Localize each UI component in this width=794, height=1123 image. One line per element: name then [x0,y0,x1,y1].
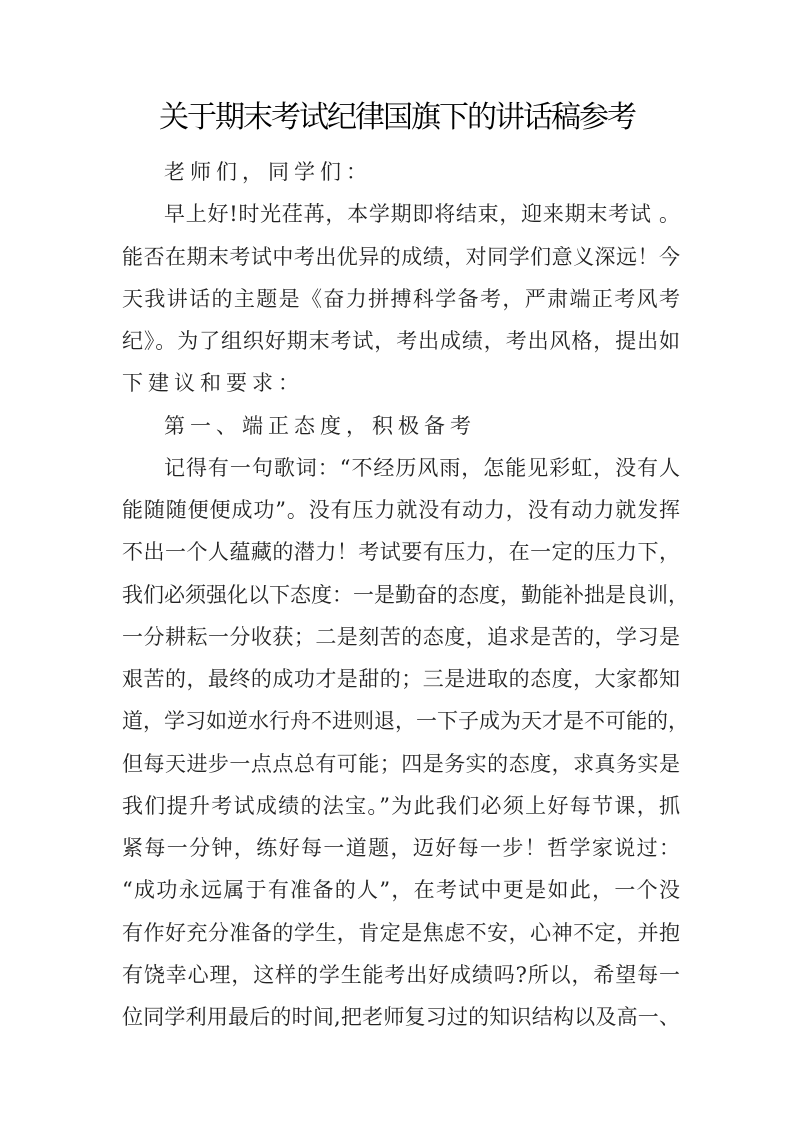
text-line: 道，学习如逆水行舟不进则退，一下子成为天才是不可能的， [122,709,689,734]
text-line: “成功永远属于有准备的人”，在考试中更是如此，一个没 [122,878,680,903]
text-line: 位同学利用最后的时间,把老师复习过的知识结构以及高一、 [122,1005,680,1029]
text-line: 但每天进步一点点总有可能；四是务实的态度，求真务实是 [122,751,680,776]
text-line: 不出一个人蕴藏的潜力！考试要有压力，在一定的压力下， [122,540,680,565]
text-line: 艰苦的，最终的成功才是甜的；三是进取的态度，大家都知 [122,667,680,691]
text-line: 有作好充分准备的学生，肯定是焦虑不安，心神不定，并抱 [122,920,680,945]
text-line: 记得有一句歌词：“不经历风雨，怎能见彩虹，没有人 [164,455,680,480]
text-line: 有饶幸心理，这样的学生能考出好成绩吗?所以，希望每一 [122,962,680,987]
document-body [122,151,689,1038]
text-line: 纪》。为了组织好期末考试，考出成绩，考出风格，提出如 [122,329,680,353]
text-line: 我们提升考试成绩的法宝。”为此我们必须上好每节课，抓 [122,793,680,818]
text-line: 早上好!时光荏苒，本学期即将结束，迎来期末考试 。 [164,202,680,227]
text-line: 能否在期末考试中考出优异的成绩，对同学们意义深远！今 [122,244,680,269]
text-line: 老师们，同学们： [164,160,372,184]
text-line: 我们必须强化以下态度：一是勤奋的态度，勤能补拙是良训， [122,582,689,607]
text-line: 能随随便便成功”。没有压力就没有动力，没有动力就发挥 [122,498,680,522]
document-title: 关于期末考试纪律国旗下的讲话稿参考 [159,100,635,135]
text-line: 下建议和要求： [122,371,304,396]
text-line: 第一、端正态度，积极备考 [164,413,476,438]
text-line: 天我讲话的主题是《奋力拼搏科学备考，严肃端正考风考 [122,286,680,311]
text-line: 紧每一分钟，练好每一道题，迈好每一步！哲学家说过： [122,836,680,860]
text-line: 一分耕耘一分收获；二是刻苦的态度，追求是苦的，学习是 [122,624,680,649]
